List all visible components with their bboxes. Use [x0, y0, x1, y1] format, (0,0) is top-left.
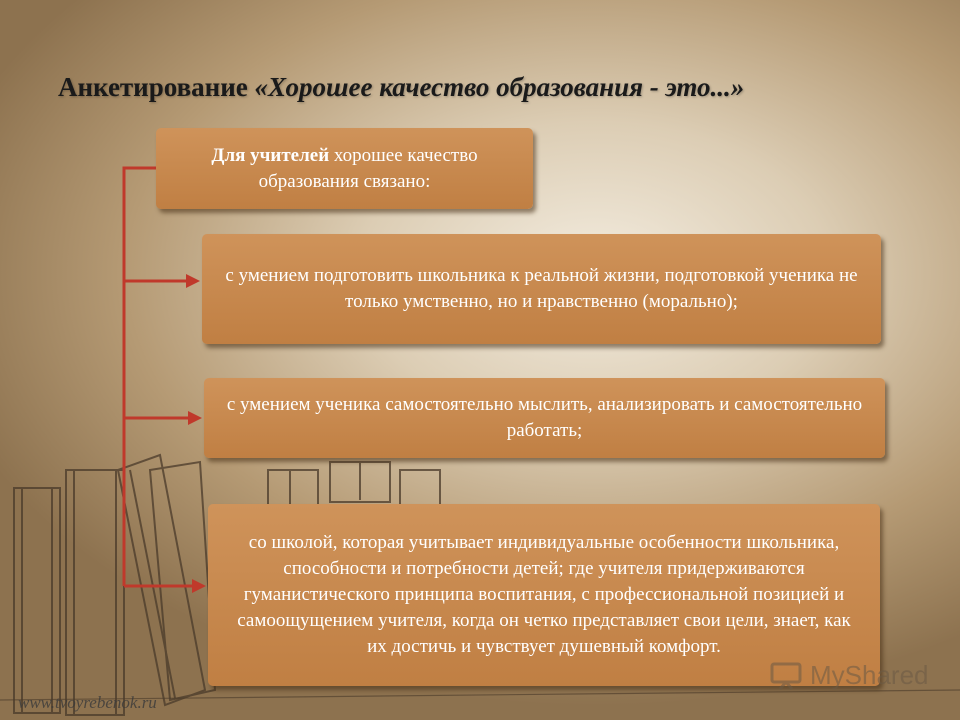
myshared-logo	[770, 658, 929, 692]
watermark-url: www.tvoyrebenok.ru	[18, 693, 157, 712]
item-text-1: с умением подготовить школьника к реальной жизни, подготовкой ученика не только умственно, но и нравственно (морально);	[225, 265, 858, 312]
arrow-right-icon	[192, 579, 206, 593]
arrow-right-icon	[188, 411, 202, 425]
item-box-2	[204, 378, 885, 458]
item-text-2: с умением ученика самостоятельно мыслить, анализировать и самостоятельно работать;	[226, 394, 863, 441]
header-box	[156, 128, 533, 209]
arrow-right-icon	[186, 274, 200, 288]
title-quote: «Хорошее качество образования - это...»	[254, 72, 745, 102]
title-lead: Анкетирование	[58, 72, 248, 102]
item-box-1	[202, 234, 881, 344]
item-text-3: со школой, которая учитывает индивидуальные особенности школьника, способности и потребности детей; где учителя придерживаются гуманистического принципа воспитания, с профессиональной позицией и самоощущением учителя, когда он четко представляет свои цели, знает, как их достичь и чувствует душевный комфорт.	[237, 532, 851, 657]
logo-text: MyShared	[810, 659, 929, 690]
header-bold-text: Для учителей	[211, 144, 330, 166]
presentation-icon	[770, 660, 804, 690]
connector-trunk	[124, 168, 156, 586]
slide-title	[58, 72, 918, 103]
header-text: хорошее качество образования связано:	[258, 144, 478, 192]
